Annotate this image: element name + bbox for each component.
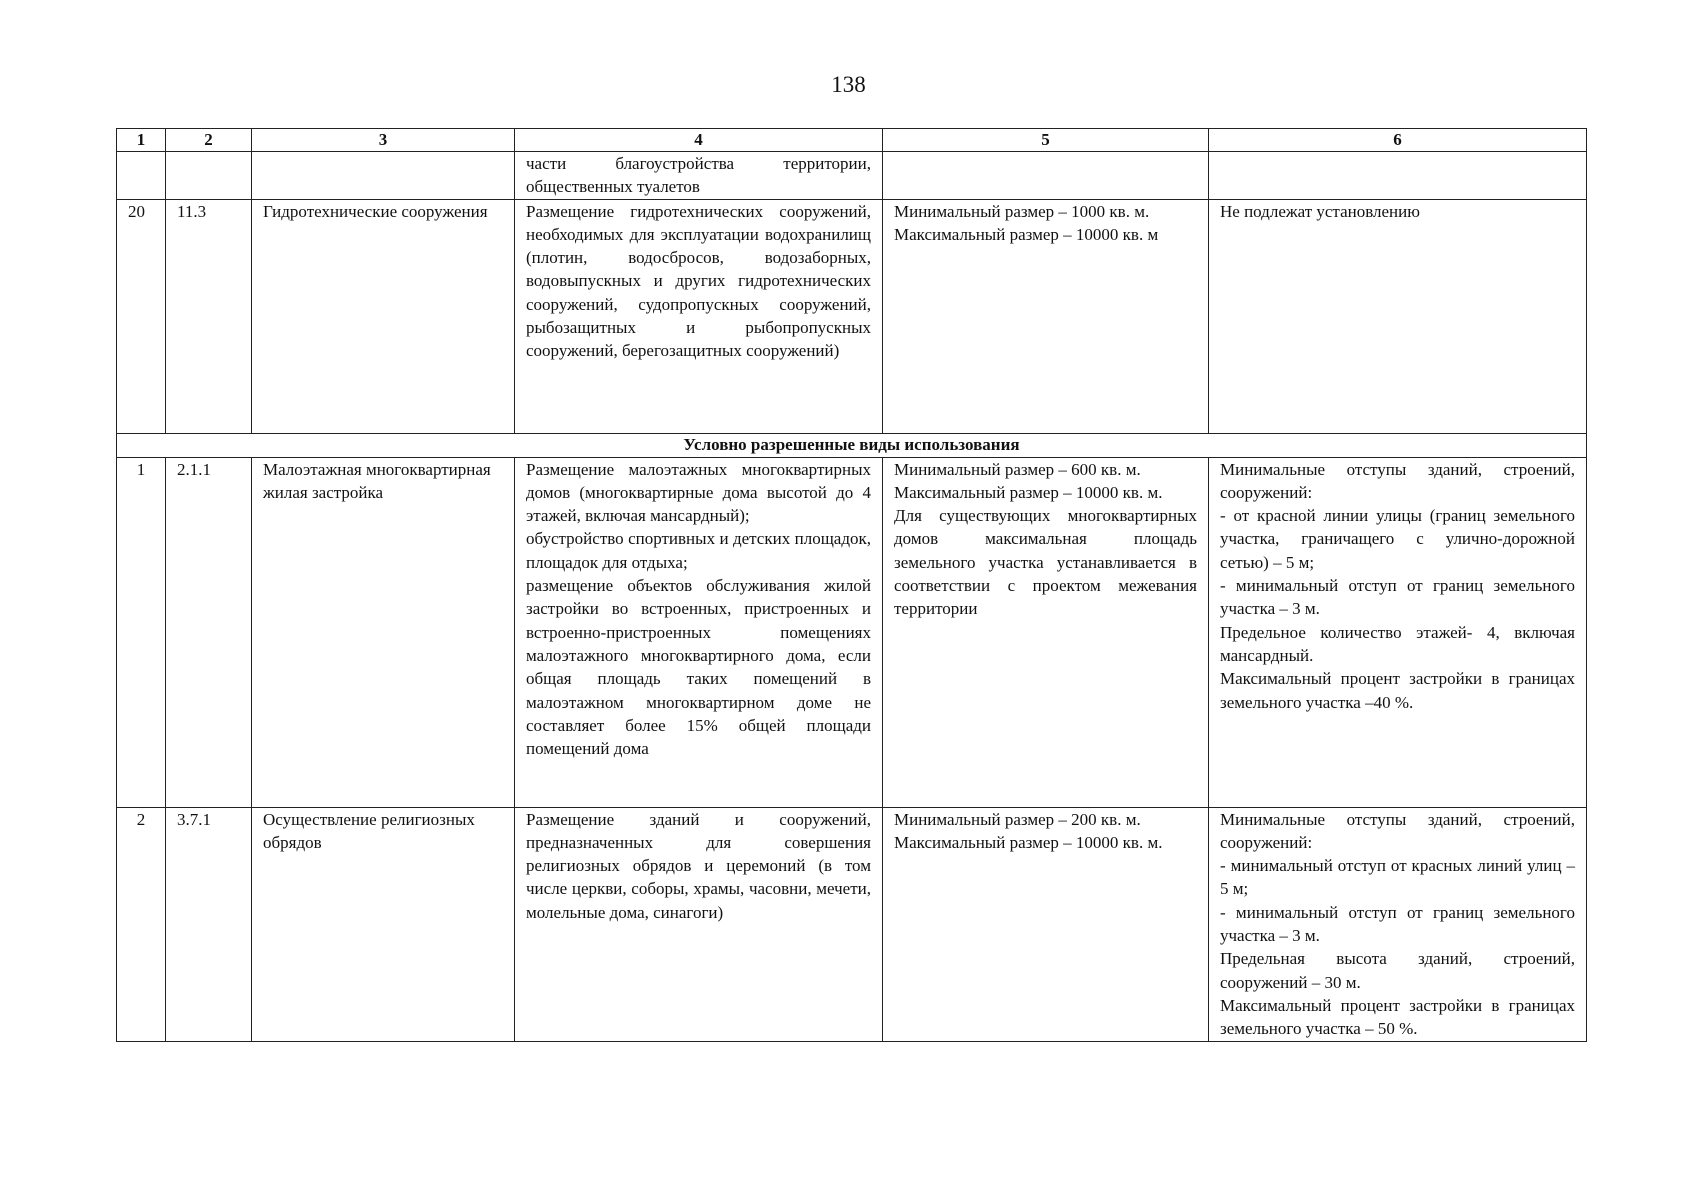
row-description xyxy=(515,457,883,807)
header-col-6: 6 xyxy=(1209,129,1587,152)
limits-paragraph: Предельное количество этажей- 4, включая мансардный. xyxy=(1220,622,1575,665)
continuation-description xyxy=(515,152,883,200)
limits-paragraph: Максимальный процент застройки в границах земельного участка –40 %. xyxy=(1220,669,1575,712)
size-note: Для существующих многоквартирных домов максимальная площадь земельного участка устанавливается в соответствии с проектом межевания территории xyxy=(894,506,1197,619)
limits-paragraph: Минимальные отступы зданий, строений, сооружений: xyxy=(1220,459,1575,502)
size-max: Максимальный размер – 10000 кв. м. xyxy=(894,482,1163,502)
row-limits xyxy=(1209,199,1587,433)
limits-paragraph: - от красной линии улицы (границ земельного участка, граничащего с улично-дорожной сетью) – 5 м; xyxy=(1220,506,1575,572)
row-name xyxy=(252,457,515,807)
limits-paragraph: - минимальный отступ от границ земельного участка – 3 м. xyxy=(1220,576,1575,619)
description-text: Размещение зданий и сооружений, предназначенных для совершения религиозных обрядов и церемоний (в том числе церкви, соборы, храмы, часовни, мечети, молельные дома, синагоги) xyxy=(526,809,871,922)
limits-paragraph: Максимальный процент застройки в границах земельного участка – 50 %. xyxy=(1220,995,1575,1039)
table-cell xyxy=(117,152,166,200)
description-paragraph: размещение объектов обслуживания жилой застройки во встроенных, пристроенных и встроенно-пристроенных помещениях малоэтажного многоквартирного дома, если общая площадь таких помещений в малоэтажном многоквартирном доме не составляет более 15% общей площади помещений дома xyxy=(526,576,871,759)
limits-paragraph: - минимальный отступ от красных линий улиц – 5 м; xyxy=(1220,856,1575,899)
section-row xyxy=(117,433,1587,457)
use-name: Гидротехнические сооружения xyxy=(263,201,488,221)
size-min: Минимальный размер – 600 кв. м. xyxy=(894,459,1141,479)
row-number: 1 xyxy=(117,457,166,807)
row-name xyxy=(252,199,515,433)
limits-paragraph: Минимальные отступы зданий, строений, сооружений: xyxy=(1220,809,1575,852)
description-paragraph: Размещение малоэтажных многоквартирных домов (многоквартирные дома высотой до 4 этажей, включая мансардный); xyxy=(526,459,871,526)
table-row xyxy=(117,199,1587,433)
page-number: 138 xyxy=(831,72,866,97)
header-col-3: 3 xyxy=(252,129,515,152)
table-header-row xyxy=(117,129,1587,152)
limits-paragraph: Предельная высота зданий, строений, сооружений – 30 м. xyxy=(1220,949,1575,992)
row-number: 20 xyxy=(117,199,166,433)
header-col-5: 5 xyxy=(883,129,1209,152)
row-description xyxy=(515,807,883,1041)
row-description xyxy=(515,199,883,433)
row-name xyxy=(252,807,515,1041)
row-limits xyxy=(1209,807,1587,1041)
table-cell xyxy=(883,152,1209,200)
row-code: 2.1.1 xyxy=(166,457,252,807)
row-size xyxy=(883,807,1209,1041)
use-name: Осуществление религиозных обрядов xyxy=(263,809,475,852)
row-number: 2 xyxy=(117,807,166,1041)
description-text: Размещение гидротехнических сооружений, необходимых для эксплуатации водохранилищ (плотин, водосбросов, водозаборных, водовыпускных и других гидротехнических сооружений, судопропускных сооружений, рыбозащитных и рыбопропускных сооружений, берегозащитных сооружений) xyxy=(526,201,871,361)
description-text: части благоустройства территории, общественных туалетов xyxy=(526,154,871,197)
row-size xyxy=(883,199,1209,433)
limits-text: Не подлежат установлению xyxy=(1220,201,1420,221)
table-row xyxy=(117,807,1587,1041)
header-col-1: 1 xyxy=(117,129,166,152)
table-cell xyxy=(1209,152,1587,200)
size-min: Минимальный размер – 1000 кв. м. xyxy=(894,201,1150,221)
row-size xyxy=(883,457,1209,807)
size-max: Максимальный размер – 10000 кв. м. xyxy=(894,832,1163,852)
section-title: Условно разрешенные виды использования xyxy=(117,433,1587,457)
row-code: 3.7.1 xyxy=(166,807,252,1041)
row-code: 11.3 xyxy=(166,199,252,433)
table-row xyxy=(117,457,1587,807)
table-cell xyxy=(166,152,252,200)
table-row xyxy=(117,152,1587,200)
table-cell xyxy=(252,152,515,200)
size-max: Максимальный размер – 10000 кв. м xyxy=(894,224,1159,244)
row-limits xyxy=(1209,457,1587,807)
header-col-2: 2 xyxy=(166,129,252,152)
header-col-4: 4 xyxy=(515,129,883,152)
land-use-table xyxy=(116,128,1587,1042)
description-paragraph: обустройство спортивных и детских площадок, площадок для отдыха; xyxy=(526,529,871,572)
limits-paragraph: - минимальный отступ от границ земельного участка – 3 м. xyxy=(1220,902,1575,946)
use-name: Малоэтажная многоквартирная жилая застройка xyxy=(263,459,491,502)
size-min: Минимальный размер – 200 кв. м. xyxy=(894,809,1141,829)
